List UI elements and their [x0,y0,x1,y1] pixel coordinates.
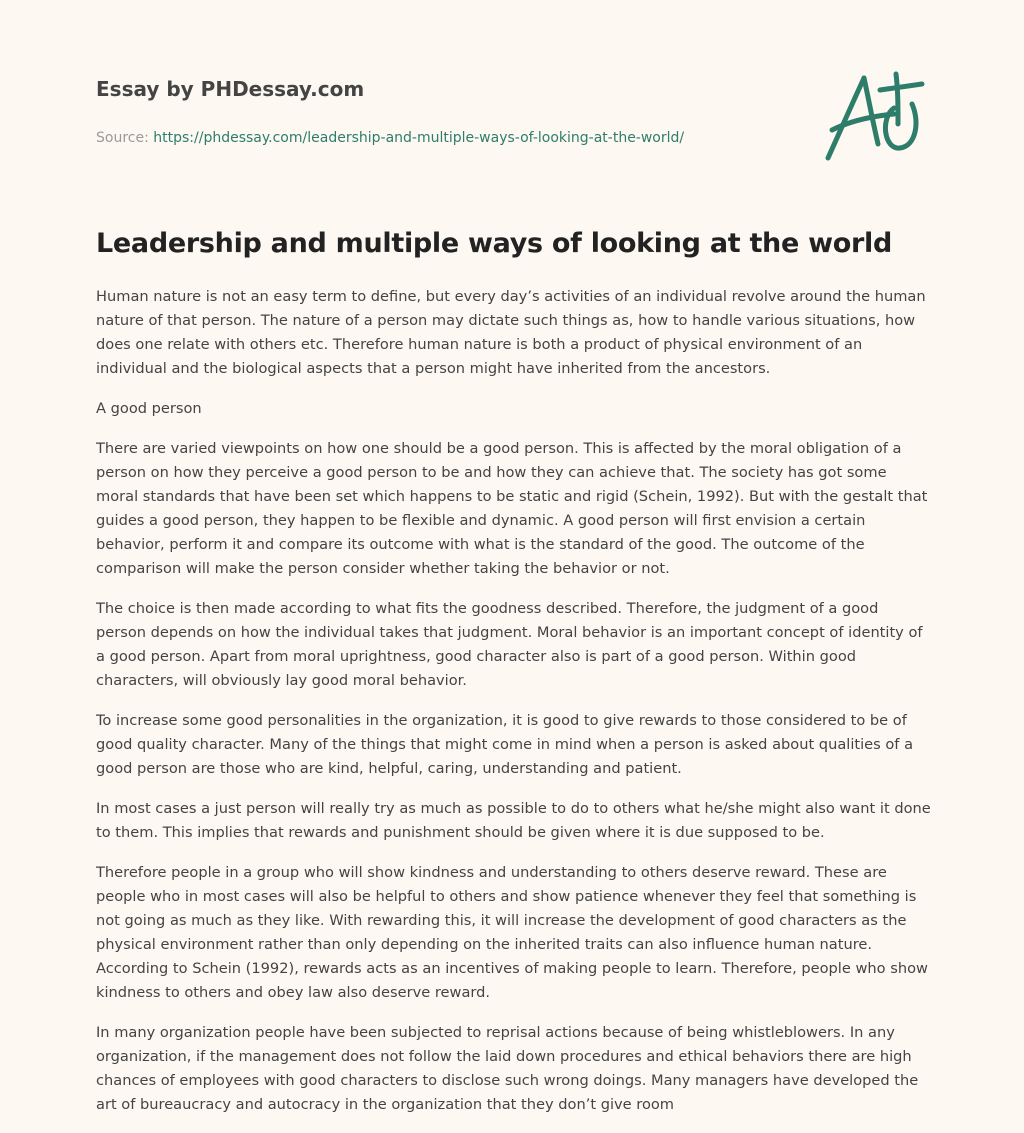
a-plus-grade-icon [818,66,930,166]
paragraph: Therefore people in a group who will show kindness and understanding to others deserve reward. These are people who in most cases will also be helpful to others and show patience whenever they feel that something is not going as much as they like. With rewarding this, it will increase the development of good characters as the physical environment rather than only depending on the inherited traits can also influence human nature. According to Schein (1992), rewards acts as an incentives of making people to learn. Therefore, people who show kindness to others and obey law also deserve reward. [96,864,928,1001]
source-line [96,128,816,148]
paragraph: In most cases a just person will really try as much as possible to do to others what he/she might also want it done to them. This implies that rewards and punishment should be given where it is due supposed to be. [96,800,931,841]
section-heading: A good person [96,400,202,417]
article-body [96,285,932,1133]
paragraph: To increase some good personalities in the organization, it is good to give rewards to those considered to be of good quality character. Many of the things that might come in mind when a person is asked about qualities of a good person are those who are kind, helpful, caring, understanding and patient. [96,712,914,777]
paragraph: The choice is then made according to what fits the goodness described. Therefore, the judgment of a good person depends on how the individual takes that judgment. Moral behavior is an important concept of identity of a good person. Apart from moral uprightness, good character also is part of a good person. Within good characters, will obviously lay good moral behavior. [96,600,923,689]
page-header [96,74,816,148]
paragraph: In many organization people have been subjected to reprisal actions because of being whistleblowers. In any organization, if the management does not follow the laid down procedures and ethical behaviors there are high chances of employees with good characters to disclose such wrong doings. Many managers have developed the art of bureaucracy and autocracy in the organization that they don’t give room [96,1024,919,1113]
page-title: Leadership and multiple ways of looking at the world [96,228,892,259]
paragraph: Human nature is not an easy term to define, but every day’s activities of an individual revolve around the human nature of that person. The nature of a person may dictate such things as, how to handle various situations, how does one relate with others etc. Therefore human nature is both a product of physical environment of an individual and the biological aspects that a person might have inherited from the ancestors. [96,288,926,377]
paragraph: There are varied viewpoints on how one should be a good person. This is affected by the moral obligation of a person on how they perceive a good person to be and how they can achieve that. The society has got some moral standards that have been set which happens to be static and rigid (Schein, 1992). But with the gestalt that guides a good person, they happen to be flexible and dynamic. A good person will first envision a certain behavior, perform it and compare its outcome with what is the standard of the good. The outcome of the comparison will make the person consider whether taking the behavior or not. [96,440,928,577]
source-label: Source: [96,130,149,146]
source-link[interactable]: https://phdessay.com/leadership-and-multiple-ways-of-looking-at-the-world/ [153,130,685,146]
brand-title: Essay by PHDessay.com [96,77,365,101]
